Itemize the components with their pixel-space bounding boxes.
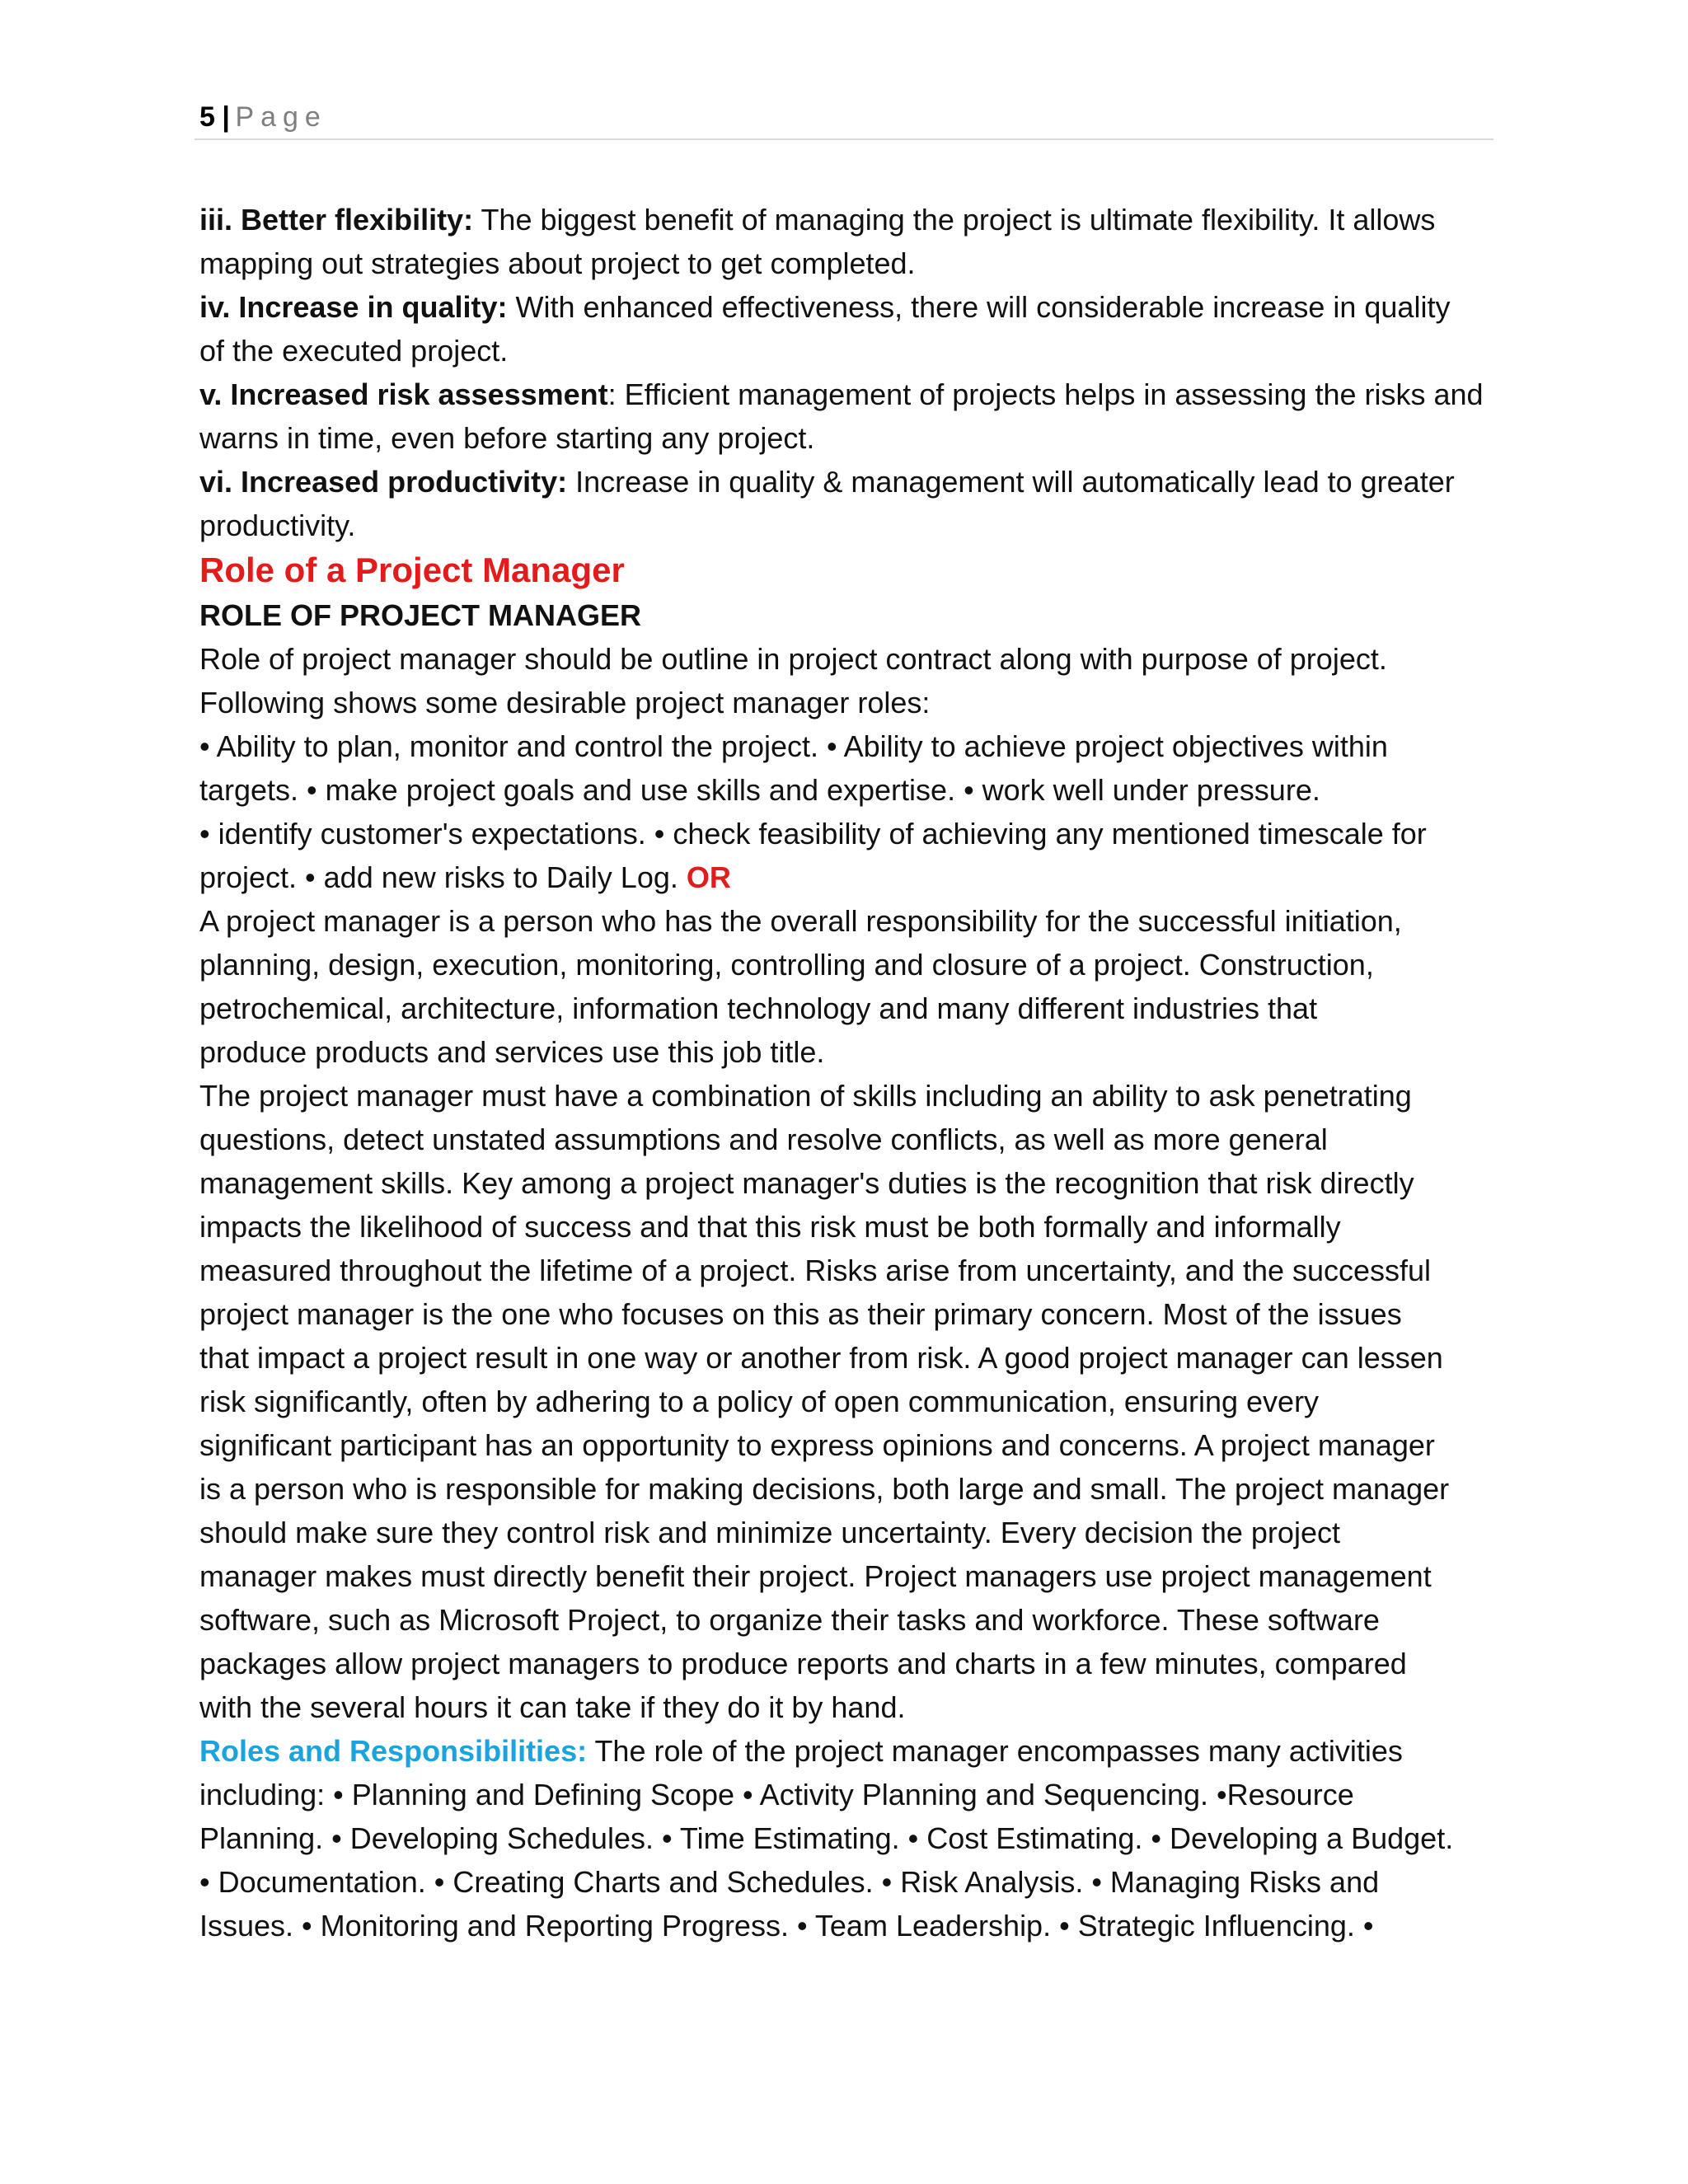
roles-paragraph <box>199 1729 1502 1947</box>
roles-label: Roles and Responsibilities: <box>199 1734 588 1768</box>
benefit-line <box>199 460 1502 504</box>
benefit-line <box>199 373 1502 416</box>
benefit-line: warns in time, even before starting any project. <box>199 421 815 455</box>
paragraph-line: that impact a project result in one way or another from risk. A good project manager can lessen <box>199 1341 1443 1375</box>
benefit-term: vi. Increased productivity: <box>199 465 568 499</box>
paragraph-line: significant participant has an opportunity to express opinions and concerns. A project manager <box>199 1428 1435 1462</box>
paragraph-line: risk significantly, often by adhering to a policy of open communication, ensuring every <box>199 1385 1320 1418</box>
paragraph-line: management skills. Key among a project manager's duties is the recognition that risk directly <box>199 1166 1414 1200</box>
benefit-text: Increase in quality & management will automatically lead to greater <box>575 465 1455 499</box>
paragraph-line: The project manager must have a combination of skills including an ability to ask penetrating <box>199 1079 1412 1113</box>
section-subheading: ROLE OF PROJECT MANAGER <box>199 598 642 632</box>
skills-paragraph <box>199 1074 1502 1729</box>
paragraph-line: project manager is the one who focuses on this as their primary concern. Most of the issues <box>199 1297 1402 1331</box>
paragraph-line: impacts the likelihood of success and that this risk must be both formally and informally <box>199 1210 1341 1244</box>
benefit-item <box>199 460 1502 547</box>
benefit-term: iii. Better flexibility: <box>199 203 474 237</box>
benefit-item <box>199 285 1502 373</box>
paragraph-line: • Documentation. • Creating Charts and Schedules. • Risk Analysis. • Managing Risks and <box>199 1865 1380 1899</box>
benefit-item <box>199 198 1502 285</box>
paragraph-line: • Ability to plan, monitor and control the project. • Ability to achieve project objectives within <box>199 729 1388 763</box>
benefit-line: of the executed project. <box>199 334 509 368</box>
section-heading: Role of a Project Manager <box>199 551 625 589</box>
intro-paragraph <box>199 637 1502 899</box>
paragraph-line: software, such as Microsoft Project, to organize their tasks and workforce. These software <box>199 1603 1380 1637</box>
paragraph-line: Issues. • Monitoring and Reporting Progress. • Team Leadership. • Strategic Influencing. • <box>199 1909 1374 1943</box>
paragraph-line: • identify customer's expectations. • check feasibility of achieving any mentioned timescale for <box>199 817 1427 851</box>
paragraph-text: project. • add new risks to Daily Log. <box>199 860 687 894</box>
benefit-item <box>199 373 1502 460</box>
paragraph-line: Planning. • Developing Schedules. • Time Estimating. • Cost Estimating. • Developing a Budget. <box>199 1821 1454 1855</box>
paragraph-line: petrochemical, architecture, information technology and many different industries that <box>199 991 1318 1025</box>
paragraph-line: should make sure they control risk and minimize uncertainty. Every decision the project <box>199 1516 1340 1549</box>
benefit-line: mapping out strategies about project to get completed. <box>199 246 916 280</box>
paragraph-line: manager makes must directly benefit their project. Project managers use project management <box>199 1559 1432 1593</box>
paragraph-line: packages allow project managers to produce reports and charts in a few minutes, compared <box>199 1647 1407 1680</box>
paragraph-line: Following shows some desirable project manager roles: <box>199 686 931 719</box>
paragraph-line <box>199 855 1502 899</box>
paragraph-text: The role of the project manager encompasses many activities <box>587 1734 1403 1768</box>
paragraph-line: planning, design, execution, monitoring, controlling and closure of a project. Construction, <box>199 948 1374 982</box>
paragraph-line: Role of project manager should be outline in project contract along with purpose of project. <box>199 642 1387 676</box>
paragraph-line <box>199 1729 1502 1773</box>
page-header <box>199 99 327 135</box>
paragraph-line: produce products and services use this job title. <box>199 1035 825 1069</box>
paragraph-line: questions, detect unstated assumptions and resolve conflicts, as well as more general <box>199 1122 1328 1156</box>
benefit-text: With enhanced effectiveness, there will considerable increase in quality <box>515 290 1451 324</box>
paragraph-line: measured throughout the lifetime of a project. Risks arise from uncertainty, and the successful <box>199 1254 1432 1287</box>
page-number: 5 <box>199 101 216 133</box>
paragraph-line: with the several hours it can take if they do it by hand. <box>199 1690 906 1724</box>
paragraph-line: targets. • make project goals and use skills and expertise. • work well under pressure. <box>199 773 1320 807</box>
benefit-line <box>199 198 1502 241</box>
benefit-line <box>199 285 1502 329</box>
or-label: OR <box>686 860 731 894</box>
benefit-term: iv. Increase in quality: <box>199 290 508 324</box>
definition-paragraph <box>199 899 1502 1074</box>
benefit-line: productivity. <box>199 509 356 542</box>
page-content <box>199 198 1502 1947</box>
benefit-text: The biggest benefit of managing the project is ultimate flexibility. It allows <box>481 203 1436 237</box>
paragraph-line: is a person who is responsible for making decisions, both large and small. The project manager <box>199 1472 1450 1506</box>
page-label: Page <box>235 101 327 133</box>
benefit-term: v. Increased risk assessment <box>199 377 608 411</box>
paragraph-line: A project manager is a person who has the overall responsibility for the successful initiation, <box>199 904 1402 938</box>
benefit-text: : Efficient management of projects helps in assessing the risks and <box>607 377 1484 411</box>
paragraph-line: including: • Planning and Defining Scope • Activity Planning and Sequencing. •Resource <box>199 1778 1354 1811</box>
page-separator: | <box>222 101 231 133</box>
header-divider <box>195 138 1493 140</box>
